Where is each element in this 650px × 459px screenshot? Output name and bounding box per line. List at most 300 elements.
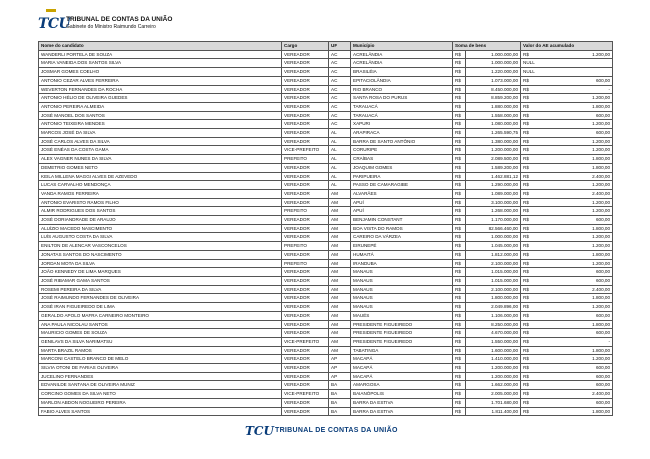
cell-municipio: TARAUACÁ [351, 111, 453, 120]
footer-tcu-logo: TCU [245, 424, 274, 438]
cell-uf: AP [329, 372, 351, 381]
cell-soma-bens: 1.265.590,75 [466, 129, 521, 138]
cell-valor-ae: - [534, 337, 613, 346]
table-row [39, 398, 613, 407]
cell-valor-ae: 2.400,00 [534, 172, 613, 181]
cell-cargo: VEREADOR [282, 163, 329, 172]
cell-cargo: VEREADOR [282, 181, 329, 190]
cell-soma-bens: 1.080.000,00 [466, 120, 521, 129]
cell-cargo: VEREADOR [282, 355, 329, 364]
cell-soma-currency: R$ [453, 76, 466, 85]
cell-name: ANTONIO TEIXEIRA MENDES [39, 120, 282, 129]
cell-uf: AM [329, 189, 351, 198]
cell-municipio: PARIPUEIRA [351, 172, 453, 181]
cell-cargo: PREFEITO [282, 259, 329, 268]
cell-soma-bens: 1.600.000,00 [466, 346, 521, 355]
cell-ae-currency: R$ [521, 94, 534, 103]
cell-soma-bens: 1.558.000,00 [466, 111, 521, 120]
cell-name: JOSÉ MANOEL DOS SANTOS [39, 111, 282, 120]
cell-name: GERALDO APOLO MAFRA CARNEIRO MONTEIRO [39, 311, 282, 320]
cell-municipio: BARRA DE SANTO ANTÔNIO [351, 137, 453, 146]
cell-uf: AM [329, 233, 351, 242]
cell-soma-currency: R$ [453, 390, 466, 399]
cell-soma-bens: 1.550.000,00 [466, 337, 521, 346]
table-row [39, 242, 613, 251]
cell-valor-ae: 1.200,00 [534, 146, 613, 155]
cell-ae-currency: NULL [521, 68, 534, 77]
cell-ae-currency: NULL [521, 59, 534, 68]
cell-soma-bens: 8.450.000,00 [466, 85, 521, 94]
cell-cargo: VEREADOR [282, 407, 329, 416]
cell-cargo: VEREADOR [282, 102, 329, 111]
cell-ae-currency: R$ [521, 355, 534, 364]
cell-uf: AM [329, 207, 351, 216]
cell-valor-ae: 600,00 [534, 372, 613, 381]
cell-soma-bens: 1.811.400,00 [466, 407, 521, 416]
cell-ae-currency: R$ [521, 50, 534, 59]
cell-municipio: MAUÉS [351, 311, 453, 320]
cell-soma-currency: R$ [453, 407, 466, 416]
cell-name: SILVIA OTONI DE FARIAS OLIVEIRA [39, 364, 282, 373]
cell-uf: AM [329, 250, 351, 259]
cell-soma-bens: 1.800.000,00 [466, 294, 521, 303]
cell-name: JOSMAR GOMES COELHO [39, 68, 282, 77]
cell-valor-ae: 600,00 [534, 364, 613, 373]
cell-municipio: AMARGOSA [351, 381, 453, 390]
cell-municipio: APUÍ [351, 207, 453, 216]
cell-uf: AC [329, 94, 351, 103]
cell-name: JOSÉ RIBAMAR GAMA SANTOS [39, 276, 282, 285]
cell-soma-currency: R$ [453, 242, 466, 251]
cell-municipio: BARRA DA ESTIVA [351, 398, 453, 407]
cell-name: ANTONIO CEZAR ALVES FERREIRA [39, 76, 282, 85]
cell-ae-currency: R$ [521, 224, 534, 233]
cell-soma-currency: R$ [453, 303, 466, 312]
cell-uf: AC [329, 120, 351, 129]
cell-ae-currency: R$ [521, 303, 534, 312]
cell-uf: AM [329, 268, 351, 277]
table-row [39, 407, 613, 416]
cell-uf: AC [329, 102, 351, 111]
cell-name: ALEX VAGNER NUNES DA SILVA [39, 155, 282, 164]
table-row [39, 364, 613, 373]
cell-municipio: PRESIDENTE FIGUEIREDO [351, 337, 453, 346]
cell-name: LUCAS CARVALHO MENDONÇA [39, 181, 282, 190]
cell-ae-currency: R$ [521, 294, 534, 303]
cell-uf: AM [329, 276, 351, 285]
org-name: TRIBUNAL DE CONTAS DA UNIÃO [66, 16, 173, 23]
cell-uf: AC [329, 68, 351, 77]
cell-ae-currency: R$ [521, 181, 534, 190]
cell-uf: AM [329, 311, 351, 320]
cell-municipio: ACRELÂNDIA [351, 59, 453, 68]
cell-name: MARLON ABDON NOGUEIRO PEREIRA [39, 398, 282, 407]
cell-soma-bens: 2.100.000,00 [466, 259, 521, 268]
cell-soma-currency: R$ [453, 207, 466, 216]
cell-cargo: VEREADOR [282, 120, 329, 129]
cell-name: FABIO ALVES SANTOS [39, 407, 282, 416]
cell-soma-bens: 8.859.200,00 [466, 94, 521, 103]
table-row [39, 337, 613, 346]
table-body [39, 50, 613, 416]
cell-soma-currency: R$ [453, 172, 466, 181]
cell-municipio: BRASILÉIA [351, 68, 453, 77]
cell-soma-bens: 1.380.000,00 [466, 137, 521, 146]
cell-soma-bens: 1.812.000,00 [466, 250, 521, 259]
cell-cargo: VEREADOR [282, 137, 329, 146]
cell-municipio: BOA VISTA DO RAMOS [351, 224, 453, 233]
cell-soma-currency: R$ [453, 94, 466, 103]
cell-ae-currency: R$ [521, 189, 534, 198]
cell-soma-bens: 1.015.000,00 [466, 268, 521, 277]
cell-uf: AM [329, 303, 351, 312]
cell-valor-ae: 1.800,00 [534, 320, 613, 329]
cell-valor-ae: 600,00 [534, 268, 613, 277]
cell-ae-currency: R$ [521, 163, 534, 172]
cell-cargo: VEREADOR [282, 311, 329, 320]
cell-cargo: PREFEITO [282, 242, 329, 251]
table-row [39, 189, 613, 198]
cell-valor-ae: 1.200,00 [534, 198, 613, 207]
cell-ae-currency: R$ [521, 398, 534, 407]
cell-cargo: VEREADOR [282, 250, 329, 259]
cell-soma-bens: 1.000.000,00 [466, 50, 521, 59]
cell-ae-currency: R$ [521, 198, 534, 207]
cell-valor-ae: 2.400,00 [534, 189, 613, 198]
cell-soma-currency: R$ [453, 216, 466, 225]
cell-soma-bens: 1.089.000,00 [466, 189, 521, 198]
cell-soma-currency: R$ [453, 346, 466, 355]
cell-cargo: VEREADOR [282, 172, 329, 181]
cell-valor-ae: 600,00 [534, 329, 613, 338]
cell-name: ROSEMI PEREIRA DA SILVA [39, 285, 282, 294]
cell-name: JORDAN MOTA DA SILVA [39, 259, 282, 268]
cell-name: LUÍS AUGUSTO COSTA DA SILVA [39, 233, 282, 242]
table-row [39, 268, 613, 277]
cell-soma-bens: 1.268.000,00 [466, 207, 521, 216]
cell-valor-ae: 1.200,00 [534, 181, 613, 190]
cell-soma-currency: R$ [453, 311, 466, 320]
cell-ae-currency: R$ [521, 146, 534, 155]
table-row [39, 76, 613, 85]
table-row [39, 346, 613, 355]
cell-municipio: MANAUS [351, 294, 453, 303]
table-row [39, 276, 613, 285]
cell-ae-currency: R$ [521, 381, 534, 390]
cell-ae-currency: R$ [521, 102, 534, 111]
footer-org-name: TRIBUNAL DE CONTAS DA UNIÃO [275, 427, 398, 434]
cell-uf: AM [329, 320, 351, 329]
col-header-soma-bens: Soma de bens [453, 42, 521, 51]
cell-cargo: VEREADOR [282, 364, 329, 373]
cell-cargo: VEREADOR [282, 94, 329, 103]
cell-soma-bens: 1.290.000,00 [466, 181, 521, 190]
cell-cargo: VEREADOR [282, 329, 329, 338]
cell-ae-currency: R$ [521, 329, 534, 338]
cell-soma-currency: R$ [453, 198, 466, 207]
cell-municipio: RIO BRANCO [351, 85, 453, 94]
cell-municipio: PASSO DE CAMARAGIBE [351, 181, 453, 190]
cell-cargo: VEREADOR [282, 372, 329, 381]
table-row [39, 381, 613, 390]
cell-ae-currency: R$ [521, 364, 534, 373]
cell-cargo: VICE-PREFEITO [282, 146, 329, 155]
cell-cargo: VEREADOR [282, 198, 329, 207]
cell-municipio: ARAPIRACA [351, 129, 453, 138]
cell-cargo: VEREADOR [282, 233, 329, 242]
cell-name: WEVERTON FERNANDES DA ROCHA [39, 85, 282, 94]
cell-ae-currency: R$ [521, 172, 534, 181]
cell-municipio: MANAUS [351, 268, 453, 277]
cell-name: JOSÉ DORIANDRADE DE ARAUJO [39, 216, 282, 225]
cell-municipio: MANAUS [351, 285, 453, 294]
cell-uf: BA [329, 398, 351, 407]
cell-soma-currency: R$ [453, 102, 466, 111]
cell-name: EDVANILDE SANTANA DE OLIVEIRA MUNIZ [39, 381, 282, 390]
cell-uf: BA [329, 381, 351, 390]
cell-uf: BA [329, 390, 351, 399]
cell-municipio: MACAPÁ [351, 372, 453, 381]
cell-municipio: TARAUACÁ [351, 102, 453, 111]
cell-cargo: VEREADOR [282, 320, 329, 329]
cell-municipio: CAREIRO DA VÁRZEA [351, 233, 453, 242]
cell-valor-ae: 1.800,00 [534, 407, 613, 416]
table-row [39, 137, 613, 146]
cell-soma-bens: 2.089.500,00 [466, 155, 521, 164]
col-header-uf: UF [329, 42, 351, 51]
cell-soma-currency: R$ [453, 224, 466, 233]
cell-soma-currency: R$ [453, 381, 466, 390]
cell-municipio: APUÍ [351, 198, 453, 207]
cell-ae-currency: R$ [521, 346, 534, 355]
table-row [39, 198, 613, 207]
cell-soma-bens: 1.170.000,00 [466, 216, 521, 225]
cell-ae-currency: R$ [521, 320, 534, 329]
cell-name: ALUÍZIO MACEDO NASCIMENTO [39, 224, 282, 233]
table-row [39, 390, 613, 399]
table-row [39, 329, 613, 338]
cell-uf: AL [329, 137, 351, 146]
table-row [39, 224, 613, 233]
cell-municipio: BENJAMIN CONSTANT [351, 216, 453, 225]
cell-soma-currency: R$ [453, 163, 466, 172]
cell-cargo: VEREADOR [282, 50, 329, 59]
cell-municipio: TABATINGA [351, 346, 453, 355]
cell-uf: AP [329, 364, 351, 373]
cell-name: GENILAVS DA SILVA NARIMATSU [39, 337, 282, 346]
cell-soma-bens: 1.106.000,00 [466, 311, 521, 320]
cell-cargo: VEREADOR [282, 68, 329, 77]
table-row [39, 85, 613, 94]
cell-soma-bens: 1.462.881,12 [466, 172, 521, 181]
cell-ae-currency: R$ [521, 242, 534, 251]
cell-uf: AM [329, 329, 351, 338]
cell-name: MARCONI CASTELO BRANCO DE MELO [39, 355, 282, 364]
table-row [39, 285, 613, 294]
cell-soma-bens: 2.049.896,00 [466, 303, 521, 312]
cell-uf: BA [329, 407, 351, 416]
cell-cargo: VEREADOR [282, 189, 329, 198]
cell-cargo: VEREADOR [282, 129, 329, 138]
cell-valor-ae [534, 59, 613, 68]
cell-name: JOSÉ RAIMUNDO FERNANDES DE OLIVEIRA [39, 294, 282, 303]
col-header-valor-ae: Valor do AE acumulado [521, 42, 613, 51]
cell-uf: AC [329, 50, 351, 59]
table-row [39, 259, 613, 268]
cell-uf: AL [329, 146, 351, 155]
cell-name: ENILTON DE ALENCAR VASCONCELOS [39, 242, 282, 251]
cell-uf: AM [329, 224, 351, 233]
table-row [39, 320, 613, 329]
cell-soma-currency: R$ [453, 329, 466, 338]
cell-cargo: PREFEITO [282, 155, 329, 164]
cell-valor-ae: 2.400,00 [534, 390, 613, 399]
cell-uf: AM [329, 198, 351, 207]
cell-name: JUCELINO FERNANDES [39, 372, 282, 381]
cell-soma-bens: 1.200.000,00 [466, 364, 521, 373]
cell-ae-currency: R$ [521, 250, 534, 259]
cell-valor-ae: 1.200,00 [534, 137, 613, 146]
cell-soma-currency: R$ [453, 155, 466, 164]
cell-name: JOSÉ CARLOS ALVES DA SILVA [39, 137, 282, 146]
cell-municipio: MACAPÁ [351, 355, 453, 364]
cell-cargo: VEREADOR [282, 76, 329, 85]
cell-valor-ae: 1.200,00 [534, 50, 613, 59]
cell-soma-currency: R$ [453, 111, 466, 120]
cell-soma-currency: R$ [453, 233, 466, 242]
cell-soma-bens: 1.589.200,00 [466, 163, 521, 172]
cell-uf: AL [329, 163, 351, 172]
cell-cargo: VEREADOR [282, 276, 329, 285]
cell-municipio: SANTA ROSA DO PURUS [351, 94, 453, 103]
cell-cargo: VEREADOR [282, 111, 329, 120]
cell-soma-currency: R$ [453, 398, 466, 407]
cell-ae-currency: R$ [521, 311, 534, 320]
cell-uf: AC [329, 59, 351, 68]
cell-cargo: VEREADOR [282, 216, 329, 225]
logo-accent [46, 9, 56, 12]
table-row [39, 163, 613, 172]
cell-soma-bens: 3.100.000,00 [466, 198, 521, 207]
table-row [39, 94, 613, 103]
cell-soma-bens: 1.045.000,00 [466, 242, 521, 251]
cell-uf: AL [329, 155, 351, 164]
cell-uf: AM [329, 337, 351, 346]
cell-cargo: VEREADOR [282, 398, 329, 407]
cell-name: KEILA MILLENA MAGGI ALVES DE AZEVEDO [39, 172, 282, 181]
cell-uf: AL [329, 129, 351, 138]
cell-valor-ae: 1.800,00 [534, 163, 613, 172]
cell-cargo: VEREADOR [282, 346, 329, 355]
cell-uf: AC [329, 111, 351, 120]
cell-municipio: JOAQUIM GOMES [351, 163, 453, 172]
cell-cargo: VEREADOR [282, 303, 329, 312]
table-row [39, 250, 613, 259]
cell-soma-currency: R$ [453, 294, 466, 303]
cell-cargo: VICE-PREFEITO [282, 390, 329, 399]
cell-valor-ae: 1.800,00 [534, 294, 613, 303]
cell-ae-currency: R$ [521, 285, 534, 294]
table-row [39, 59, 613, 68]
cell-name: MARCOS JOSÉ DA SILVA [39, 129, 282, 138]
col-header-name: Nome do candidato [39, 42, 282, 51]
cell-soma-currency: R$ [453, 259, 466, 268]
cell-valor-ae: 600,00 [534, 111, 613, 120]
candidates-table [38, 41, 613, 416]
cell-municipio: MANAUS [351, 303, 453, 312]
table-row [39, 372, 613, 381]
cell-soma-currency: R$ [453, 268, 466, 277]
cell-ae-currency: R$ [521, 372, 534, 381]
cell-soma-bens: 2.005.000,00 [466, 390, 521, 399]
cell-name: ANTONIO EVARISTO RAMOS FILHO [39, 198, 282, 207]
cell-soma-bens: 1.000.000,00 [466, 59, 521, 68]
cell-valor-ae: 1.200,00 [534, 120, 613, 129]
cell-soma-bens: 8.250.000,00 [466, 320, 521, 329]
cell-name: DEMETRIO GOMES NETO [39, 163, 282, 172]
cell-name: ANTONIO PEREIRA ALMEIDA [39, 102, 282, 111]
cell-valor-ae [534, 68, 613, 77]
cell-uf: AM [329, 216, 351, 225]
cell-ae-currency: R$ [521, 268, 534, 277]
cell-valor-ae: 1.200,00 [534, 259, 613, 268]
table-row [39, 68, 613, 77]
cell-soma-currency: R$ [453, 364, 466, 373]
cell-soma-currency: R$ [453, 320, 466, 329]
cell-municipio: PRESIDENTE FIGUEIREDO [351, 320, 453, 329]
cell-soma-currency: R$ [453, 276, 466, 285]
cell-ae-currency: R$ [521, 155, 534, 164]
table-row [39, 155, 613, 164]
cell-soma-bens: 1.220.000,00 [466, 68, 521, 77]
cell-valor-ae: 1.200,00 [534, 94, 613, 103]
cell-valor-ae: 1.200,00 [534, 242, 613, 251]
cell-valor-ae: 600,00 [534, 216, 613, 225]
cell-soma-currency: R$ [453, 250, 466, 259]
cell-ae-currency: R$ [521, 85, 534, 94]
cell-ae-currency: R$ [521, 259, 534, 268]
cell-valor-ae: 1.200,00 [534, 233, 613, 242]
cell-soma-bens: 1.000.000,00 [466, 233, 521, 242]
cell-ae-currency: R$ [521, 120, 534, 129]
cell-uf: AM [329, 285, 351, 294]
table-row [39, 355, 613, 364]
cell-uf: AM [329, 294, 351, 303]
cell-cargo: VEREADOR [282, 59, 329, 68]
cell-cargo: VEREADOR [282, 268, 329, 277]
cell-soma-currency: R$ [453, 189, 466, 198]
cell-ae-currency: R$ [521, 407, 534, 416]
cell-soma-bens: 2.100.000,00 [466, 285, 521, 294]
cell-soma-currency: R$ [453, 285, 466, 294]
cell-ae-currency: R$ [521, 137, 534, 146]
cell-municipio: CORURIPE [351, 146, 453, 155]
cell-soma-currency: R$ [453, 68, 466, 77]
cell-uf: AC [329, 76, 351, 85]
tcu-logo: TCU [38, 16, 71, 32]
table-row [39, 216, 613, 225]
cell-cargo: VICE-PREFEITO [282, 337, 329, 346]
cell-soma-currency: R$ [453, 85, 466, 94]
cell-valor-ae: 600,00 [534, 398, 613, 407]
cell-ae-currency: R$ [521, 129, 534, 138]
cell-cargo: VEREADOR [282, 224, 329, 233]
cell-soma-bens: 1.410.000,00 [466, 355, 521, 364]
cell-cargo: VEREADOR [282, 381, 329, 390]
cell-soma-bens: 1.701.680,00 [466, 398, 521, 407]
cell-cargo: VEREADOR [282, 294, 329, 303]
cell-municipio: CRAÍBAS [351, 155, 453, 164]
